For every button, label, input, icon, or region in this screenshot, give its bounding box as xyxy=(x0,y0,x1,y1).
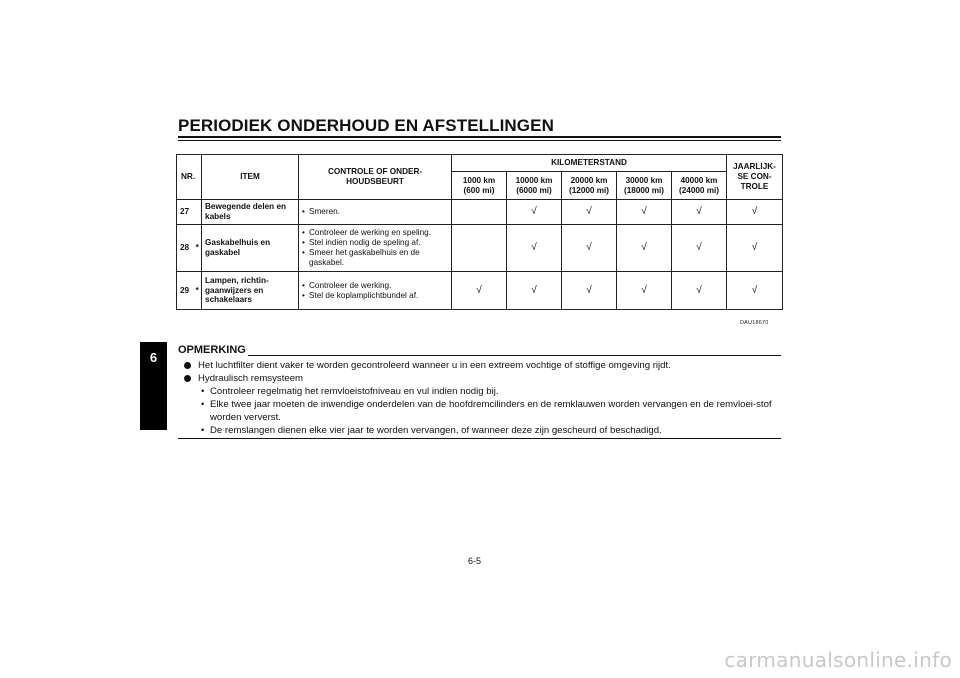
check-cell: √ xyxy=(617,225,672,272)
control-step: • Stel indien nodig de speling af. xyxy=(302,238,448,248)
note-bottom-rule xyxy=(178,438,781,439)
header-nr: NR. xyxy=(177,155,202,200)
header-km-40000: 40000 km (24000 mi) xyxy=(672,172,727,200)
title-rule-thin xyxy=(178,140,781,141)
note-sub-bullet-text: Controleer regelmatig het remvloeistofniveau en vul indien nodig bij. xyxy=(210,386,499,397)
table-row xyxy=(177,225,783,272)
check-cell: √ xyxy=(672,225,727,272)
check-cell: √ xyxy=(452,272,507,310)
row-item: Lampen, richtin-gaanwijzers en schakelaars xyxy=(202,272,299,310)
control-step: • Controleer de werking. xyxy=(302,281,448,291)
control-step: • Smeer het gaskabelhuis en de gaskabel. xyxy=(302,248,448,268)
header-km-group: KILOMETERSTAND xyxy=(452,155,727,172)
header-km-1000: 1000 km (600 mi) xyxy=(452,172,507,200)
chapter-tab: 6 xyxy=(140,342,167,430)
header-control: CONTROLE OF ONDER-HOUDSBEURT xyxy=(299,155,452,200)
header-km-10000: 10000 km (6000 mi) xyxy=(507,172,562,200)
row-star: * xyxy=(194,225,202,272)
note-sub-bullet-text: De remslangen dienen elke vier jaar te worden vervangen, of wanneer deze zijn gescheurd of beschadigd. xyxy=(210,425,662,436)
table-row xyxy=(177,272,783,310)
control-step: • Controleer de werking en speling. xyxy=(302,228,448,238)
note-bullet-text: Hydraulisch remsysteem xyxy=(198,373,304,384)
watermark: carmanualsonline.info xyxy=(724,648,952,672)
note-sub-bullet-text: Elke twee jaar moeten de inwendige onderdelen van de hoofdremcilinders en de remklauwen worden vervangen en de remvloei-stof worden ververst. xyxy=(210,399,772,423)
check-cell: √ xyxy=(617,200,672,225)
check-cell: √ xyxy=(617,272,672,310)
row-nr: 28 xyxy=(177,225,194,272)
note-bullet xyxy=(184,359,782,372)
header-yearly: JAARLIJK-SE CON-TROLE xyxy=(727,155,783,200)
check-cell: √ xyxy=(727,200,783,225)
page-number: 6-5 xyxy=(468,556,482,566)
check-cell: √ xyxy=(727,272,783,310)
check-cell xyxy=(452,200,507,225)
row-control xyxy=(299,272,452,310)
row-star xyxy=(194,200,202,225)
row-item: Gaskabelhuis en gaskabel xyxy=(202,225,299,272)
check-cell: √ xyxy=(672,272,727,310)
note-body xyxy=(184,359,782,437)
row-item: Bewegende delen en kabels xyxy=(202,200,299,225)
row-star: * xyxy=(194,272,202,310)
bullet-dot-icon xyxy=(184,362,191,369)
check-cell: √ xyxy=(672,200,727,225)
check-cell: √ xyxy=(562,272,617,310)
check-cell: √ xyxy=(507,225,562,272)
row-nr: 27 xyxy=(177,200,194,225)
note-bullet xyxy=(184,372,782,385)
control-step: • Smeren. xyxy=(302,207,448,217)
row-control xyxy=(299,225,452,272)
check-cell: √ xyxy=(507,272,562,310)
sub-bullet-icon: • xyxy=(201,386,205,397)
note-sub-bullet xyxy=(184,424,782,437)
sub-bullet-icon: • xyxy=(201,425,205,436)
check-cell: √ xyxy=(507,200,562,225)
check-cell xyxy=(452,225,507,272)
note-sub-bullet xyxy=(184,385,782,398)
row-nr: 29 xyxy=(177,272,194,310)
header-item: ITEM xyxy=(202,155,299,200)
page-title: PERIODIEK ONDERHOUD EN AFSTELLINGEN xyxy=(178,116,554,135)
header-km-30000: 30000 km (18000 mi) xyxy=(617,172,672,200)
row-control xyxy=(299,200,452,225)
note-heading-rule xyxy=(248,355,781,356)
title-rule xyxy=(178,136,781,138)
header-km-20000: 20000 km (12000 mi) xyxy=(562,172,617,200)
sub-bullet-icon: • xyxy=(201,399,205,410)
control-step: • Stel de koplamplichtbundel af. xyxy=(302,291,448,301)
check-cell: √ xyxy=(727,225,783,272)
note-heading: OPMERKING xyxy=(178,344,246,356)
table-row xyxy=(177,200,783,225)
doc-code: DAU18670 xyxy=(740,320,769,326)
check-cell: √ xyxy=(562,200,617,225)
note-sub-bullet xyxy=(184,398,782,424)
note-bullet-text: Het luchtfilter dient vaker te worden gecontroleerd wanneer u in een extreem vochtige of stoffige omgeving rijdt. xyxy=(198,360,671,371)
check-cell: √ xyxy=(562,225,617,272)
maintenance-table xyxy=(176,154,783,310)
bullet-dot-icon xyxy=(184,375,191,382)
